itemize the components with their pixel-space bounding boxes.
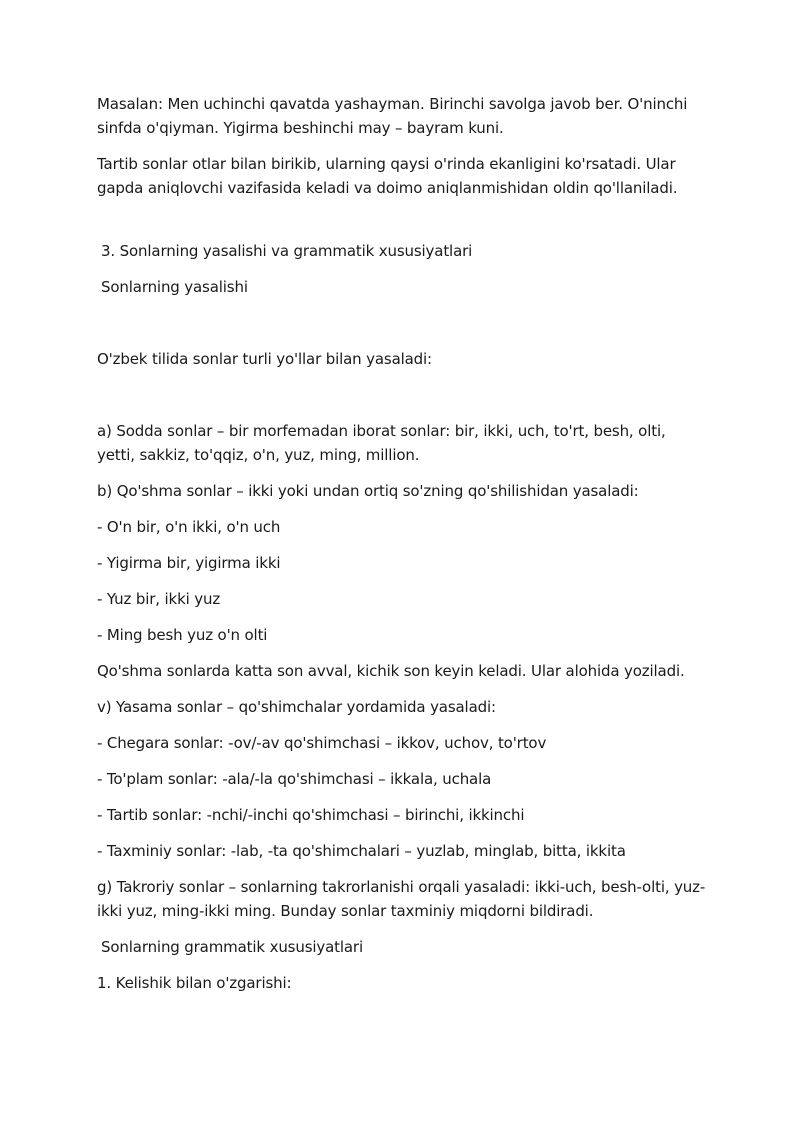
list-item: - Chegara sonlar: -ov/-av qo'shimchasi – ikkov, uchov, to'rtov [97, 734, 547, 752]
paragraph-examples: Masalan: Men uchinchi qavatda yashayman. Birinchi savolga javob ber. O'ninchi sinfda o'qiyman. Yigirma beshinchi may – bayram kuni. [97, 95, 688, 137]
paragraph-derived-numbers: v) Yasama sonlar – qo'shimchalar yordamida yasaladi: [97, 698, 496, 716]
paragraph-repeated-numbers: g) Takroriy sonlar – sonlarning takrorlanishi orqali yasaladi: ikki-uch, besh-olti, yuz-ikki yuz, ming-ikki ming. Bunday sonlar taxminiy miqdorni bildiradi. [97, 878, 706, 920]
list-item: - To'plam sonlar: -ala/-la qo'shimchasi – ikkala, uchala [97, 770, 492, 788]
paragraph-compound-order: Qo'shma sonlarda katta son avval, kichik son keyin keladi. Ular alohida yoziladi. [97, 662, 685, 680]
list-item: - Tartib sonlar: -nchi/-inchi qo'shimchasi – birinchi, ikkinchi [97, 806, 525, 824]
subsection-heading-grammar: Sonlarning grammatik xususiyatlari [101, 938, 363, 956]
document-page [97, 92, 707, 1007]
list-item: - Yuz bir, ikki yuz [97, 590, 221, 608]
list-item: - Yigirma bir, yigirma ikki [97, 554, 281, 572]
list-item: - O'n bir, o'n ikki, o'n uch [97, 518, 281, 536]
paragraph-formation-intro: O'zbek tilida sonlar turli yo'llar bilan yasaladi: [97, 350, 432, 368]
paragraph-ordinal-usage: Tartib sonlar otlar bilan birikib, ularning qaysi o'rinda ekanligini ko'rsatadi. Ular gapda aniqlovchi vazifasida keladi va doimo aniqlanmishidan oldin qo'llaniladi. [97, 155, 678, 197]
paragraph-simple-numbers: a) Sodda sonlar – bir morfemadan iborat sonlar: bir, ikki, uch, to'rt, besh, olti, yetti, sakkiz, to'qqiz, o'n, yuz, ming, million. [97, 422, 666, 464]
subsection-heading-formation: Sonlarning yasalishi [101, 278, 248, 296]
paragraph-case-change: 1. Kelishik bilan o'zgarishi: [97, 974, 292, 992]
list-item: - Ming besh yuz o'n olti [97, 626, 268, 644]
list-item: - Taxminiy sonlar: -lab, -ta qo'shimchalari – yuzlab, minglab, bitta, ikkita [97, 842, 626, 860]
section-heading: 3. Sonlarning yasalishi va grammatik xususiyatlari [101, 242, 473, 260]
paragraph-compound-numbers: b) Qo'shma sonlar – ikki yoki undan ortiq so'zning qo'shilishidan yasaladi: [97, 482, 639, 500]
